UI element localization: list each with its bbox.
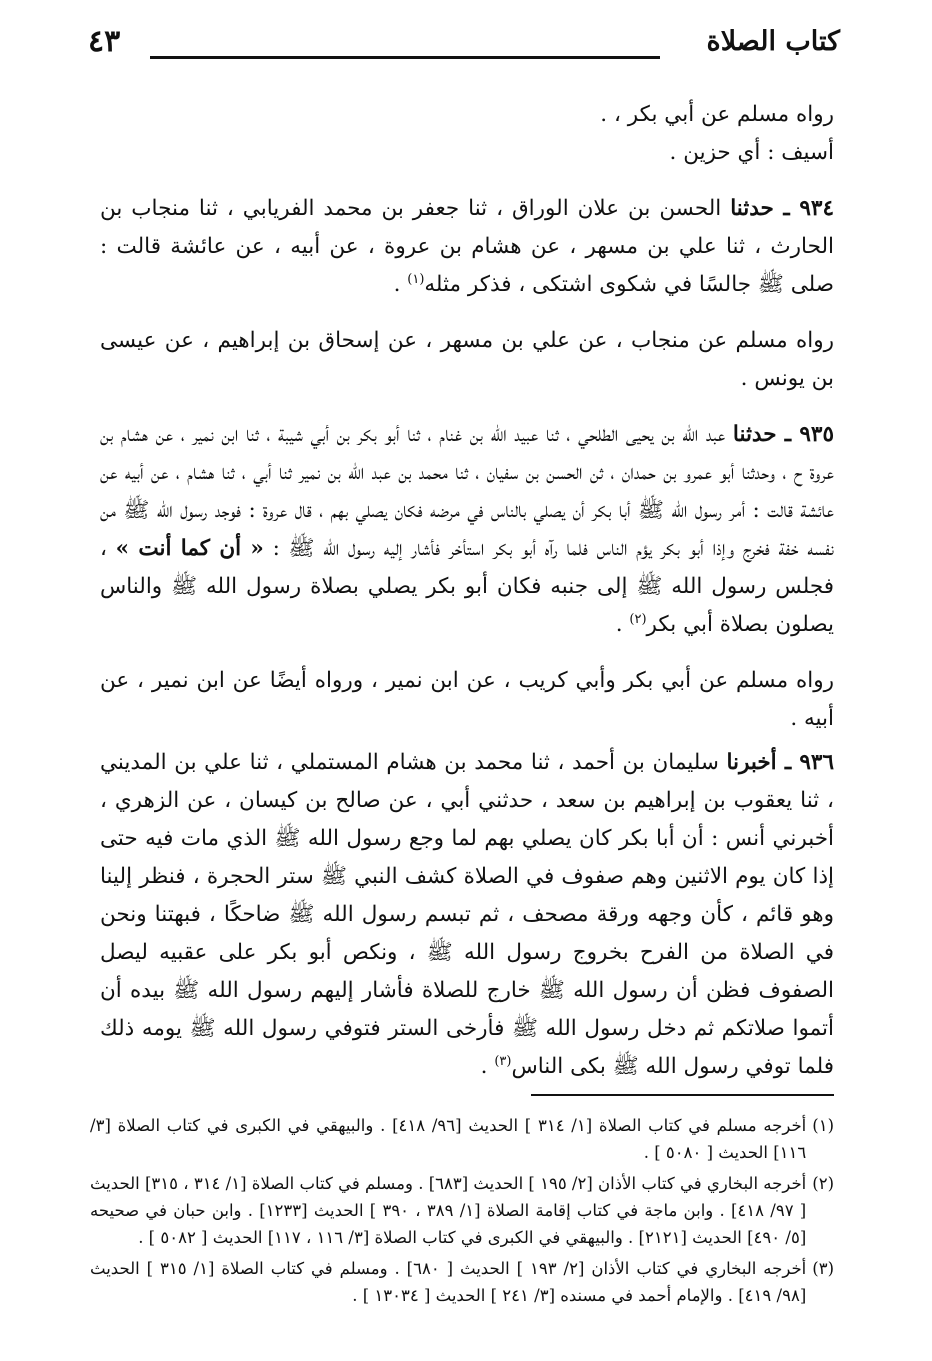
page-number: ٤٣ bbox=[88, 24, 121, 59]
hadith-935-narration: رواه مسلم عن أبي بكر وأبي كريب ، عن ابن نمير ، ورواه أيضًا عن ابن نمير ، عن أبيه . bbox=[100, 668, 834, 731]
hadith-935-text: عبد الله بن يحيى الطلحي ، ثنا عبيد الله بن غنام ، ثنا أبو بكر بن أبي شيبة ، ثنا ابن نمير ، عن هشام بن عروة ح ، وحدثنا أبو عمرو بن حمدان ، ثن الحسن بن سفيان ، ثنا محمد بن عبد الله بن نمير ثنا أبي ، ثنا هشام ، عن أبيه عن عائشة قالت : أمر رسول الله ﷺ أبا بكر أن يصلي بالناس في مرضه فكان يصلي بهم ، قال عروة : فوجد رسول الله ﷺ من نفسه خفة فخرج وإذا أبو بكر يؤم الناس فلما رآه أبو بكر استأخر فأشار إليه رسول الله ﷺ : bbox=[100, 422, 834, 561]
footnote-ref-1: (١) bbox=[407, 271, 425, 287]
page-header bbox=[88, 22, 840, 66]
hadith-935-text-cont: ، فجلس رسول الله ﷺ إلى جنبه فكان أبو بكر يصلي بصلاة رسول الله ﷺ والناس يصلون بصلاة أبي بكر bbox=[100, 536, 834, 637]
hadith-936-text: سليمان بن أحمد ، ثنا محمد بن هشام المستملي ، ثنا علي بن المديني ، ثنا يعقوب بن إبراهيم بن سعد ، حدثني أبي ، عن صالح بن كيسان ، عن الزهري ، أخبرني أنس : أن أبا بكر كان يصلي بهم لما وجع رسول الله ﷺ الذي مات فيه حتى إذا كان يوم الاثنين وهم صفوف في الصلاة كشف النبي ﷺ ستر الحجرة ، فنظر إلينا وهو قائم ، كأن وجهه ورقة مصحف ، ثم تبسم رسول الله ﷺ ضاحكًا ، فبهتنا ونحن في الصلاة من الفرح بخروج رسول الله ﷺ ، ونكص أبو بكر على عقبيه ليصل الصفوف فظن أن رسول الله ﷺ خارج للصلاة فأشار إليهم رسول الله ﷺ بيده أن أتموا صلاتكم ثم دخل رسول الله ﷺ فأرخى الستر فتوفي رسول الله ﷺ يومه ذلك فلما توفي رسول الله ﷺ بكى الناس bbox=[100, 750, 834, 1079]
hadith-935 bbox=[100, 416, 834, 644]
hadith-934-end: . bbox=[393, 272, 408, 297]
book-title: كتاب الصلاة bbox=[706, 26, 840, 57]
narration-note: رواه مسلم عن أبي بكر ، . bbox=[600, 102, 834, 127]
hadith-936-end: . bbox=[480, 1054, 495, 1079]
footnotes bbox=[90, 1112, 834, 1313]
hadith-934-narration: رواه مسلم عن منجاب ، عن علي بن مسهر ، عن إسحاق بن إبراهيم ، عن عيسى بن يونس . bbox=[100, 328, 834, 391]
footnote-3 bbox=[90, 1255, 834, 1309]
hadith-935-end: . bbox=[615, 612, 630, 637]
hadith-936-number: ٩٣٦ ـ أخبرنا bbox=[726, 750, 835, 775]
footnote-text: أخرجه مسلم في كتاب الصلاة [١/ ٣١٤ ] الحديث [٩٦/ ٤١٨] . والبيهقي في الكبرى في كتاب الصلاة [٣/ ١١٦] الحديث [ ٥٠٨٠ ] . bbox=[90, 1116, 807, 1162]
footnote-text: أخرجه البخاري في كتاب الأذان [٢/ ١٩٥ ] الحديث [٦٨٣] . ومسلم في كتاب الصلاة [١/ ٣١٤ ، ٣١٥] الحديث [ ٩٧/ ٤١٨] . وابن ماجة في كتاب إقامة الصلاة [١/ ٣٨٩ ، ٣٩٠ ] الحديث [١٢٣٣] . وابن حبان في صحيحه [٥/ ٤٩٠] الحديث [٢١٢١] . والبيهقي في الكبرى في كتاب الصلاة [٣/ ١١٦ ، ١١٧] الحديث [ ٥٠٨٢ ] . bbox=[90, 1174, 807, 1247]
hadith-935-number: ٩٣٥ ـ حدثنا bbox=[732, 422, 834, 447]
footnote-text: أخرجه البخاري في كتاب الأذان [٢/ ١٩٣ ] الحديث [ ٦٨٠] . ومسلم في كتاب الصلاة [١/ ٣١٥ ] الحديث [٩٨/ ٤١٩] . والإمام أحمد في مسنده [٣/ ٢٤١ ] الحديث [ ١٣٠٣٤ ] . bbox=[90, 1259, 807, 1305]
hadith-934 bbox=[100, 190, 834, 304]
footnote-marker: (١) bbox=[812, 1116, 834, 1135]
footnote-1 bbox=[90, 1112, 834, 1166]
word-gloss: أسيف : أي حزين . bbox=[669, 140, 834, 165]
header-rule bbox=[150, 56, 660, 59]
main-text bbox=[100, 96, 834, 1086]
footnote-marker: (٢) bbox=[812, 1174, 834, 1193]
footnote-separator bbox=[531, 1094, 834, 1096]
footnote-ref-3: (٣) bbox=[494, 1053, 512, 1069]
hadith-936 bbox=[100, 744, 834, 1086]
footnote-ref-2: (٢) bbox=[629, 611, 647, 627]
hadith-935-quote: « أن كما أنت » bbox=[115, 536, 264, 561]
footnote-2 bbox=[90, 1170, 834, 1251]
hadith-934-number: ٩٣٤ ـ حدثنا bbox=[730, 196, 834, 221]
footnote-marker: (٣) bbox=[812, 1259, 834, 1278]
hadith-934-text: الحسن بن علان الوراق ، ثنا جعفر بن محمد الفريابي ، ثنا منجاب بن الحارث ، ثنا علي بن مسهر ، عن هشام بن عروة ، عن أبيه ، عن عائشة قالت : صلى ﷺ جالسًا في شكوى اشتكى ، فذكر مثله bbox=[100, 196, 834, 297]
